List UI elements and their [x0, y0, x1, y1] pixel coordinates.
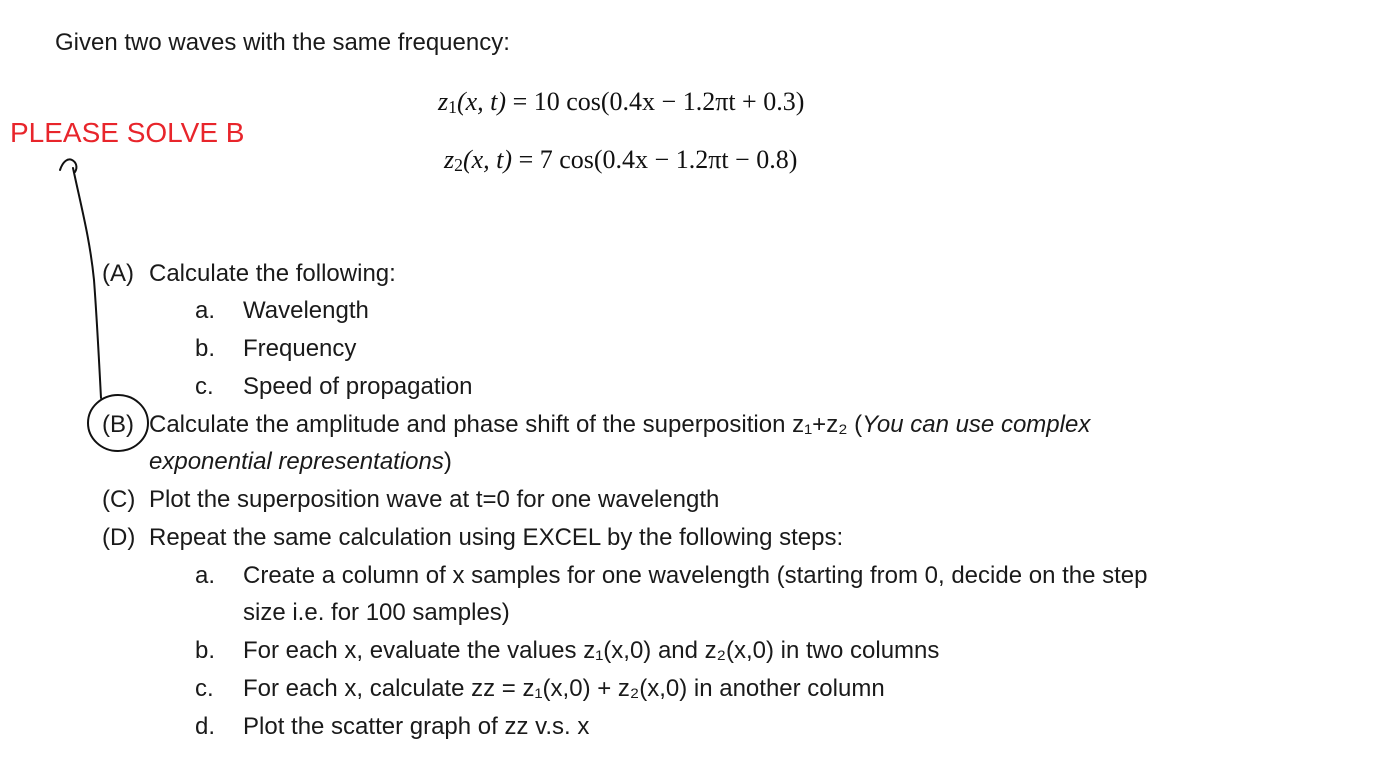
part-d-item-c-text: For each x, calculate zz = z₁(x,0) + z₂(x,0) in another column	[243, 675, 885, 702]
part-b-text-1: Calculate the amplitude and phase shift of the superposition z₁+z₂ (	[149, 411, 863, 438]
part-a-item-a-text: Wavelength	[243, 297, 369, 324]
part-d-item-a-line-2: size i.e. for 100 samples)	[243, 599, 510, 626]
part-a-text: Calculate the following:	[149, 260, 396, 287]
part-d-item-d-text: Plot the scatter graph of zz v.s. x	[243, 713, 590, 740]
part-a-item-c-text: Speed of propagation	[243, 373, 473, 400]
part-c-text: Plot the superposition wave at t=0 for one wavelength	[149, 486, 720, 513]
part-c-label: (C)	[102, 486, 136, 513]
part-b-line-1	[149, 410, 1090, 440]
part-b-label: (B)	[102, 411, 134, 438]
equation-z1-args: (x, t)	[456, 87, 507, 116]
part-d-item-a-line-1: Create a column of x samples for one wavelength (starting from 0, decide on the step	[243, 562, 1148, 589]
part-d-item-b-text: For each x, evaluate the values z₁(x,0) and z₂(x,0) in two columns	[243, 637, 940, 664]
part-d-item-c-letter: c.	[195, 675, 214, 702]
equation-z2	[444, 144, 797, 181]
annotation-please-solve-b: PLEASE SOLVE B	[10, 117, 245, 148]
part-b-italic-2: exponential representations	[149, 448, 444, 475]
equation-z2-sub: 2	[454, 155, 463, 176]
equation-z2-rhs: = 7 cos(0.4x − 1.2πt − 0.8)	[518, 145, 798, 174]
part-b-line-2	[149, 447, 452, 477]
equation-z1-sub: 1	[448, 97, 457, 118]
part-b-italic-1: You can use complex	[862, 411, 1091, 438]
part-a-item-c-letter: c.	[195, 373, 214, 400]
part-d-item-d-letter: d.	[195, 713, 216, 740]
part-a-item-b-letter: b.	[195, 335, 216, 362]
part-b-text-2: )	[443, 448, 452, 475]
equation-z2-args: (x, t)	[462, 145, 513, 174]
part-d-item-a-letter: a.	[195, 562, 216, 589]
part-d-text: Repeat the same calculation using EXCEL by the following steps:	[149, 524, 844, 551]
part-a-label: (A)	[102, 260, 134, 287]
equation-z1-var: z	[438, 87, 449, 116]
intro-text: Given two waves with the same frequency:	[55, 29, 510, 56]
annotation-arrow-line	[73, 168, 101, 398]
equation-z1	[438, 86, 804, 123]
part-a-item-b-text: Frequency	[243, 335, 357, 362]
part-a-item-a-letter: a.	[195, 297, 216, 324]
annotation-arrowhead	[60, 159, 76, 172]
equation-z2-var: z	[444, 145, 455, 174]
equation-z1-rhs: = 10 cos(0.4x − 1.2πt + 0.3)	[512, 87, 805, 116]
part-d-label: (D)	[102, 524, 136, 551]
part-d-item-b-letter: b.	[195, 637, 216, 664]
